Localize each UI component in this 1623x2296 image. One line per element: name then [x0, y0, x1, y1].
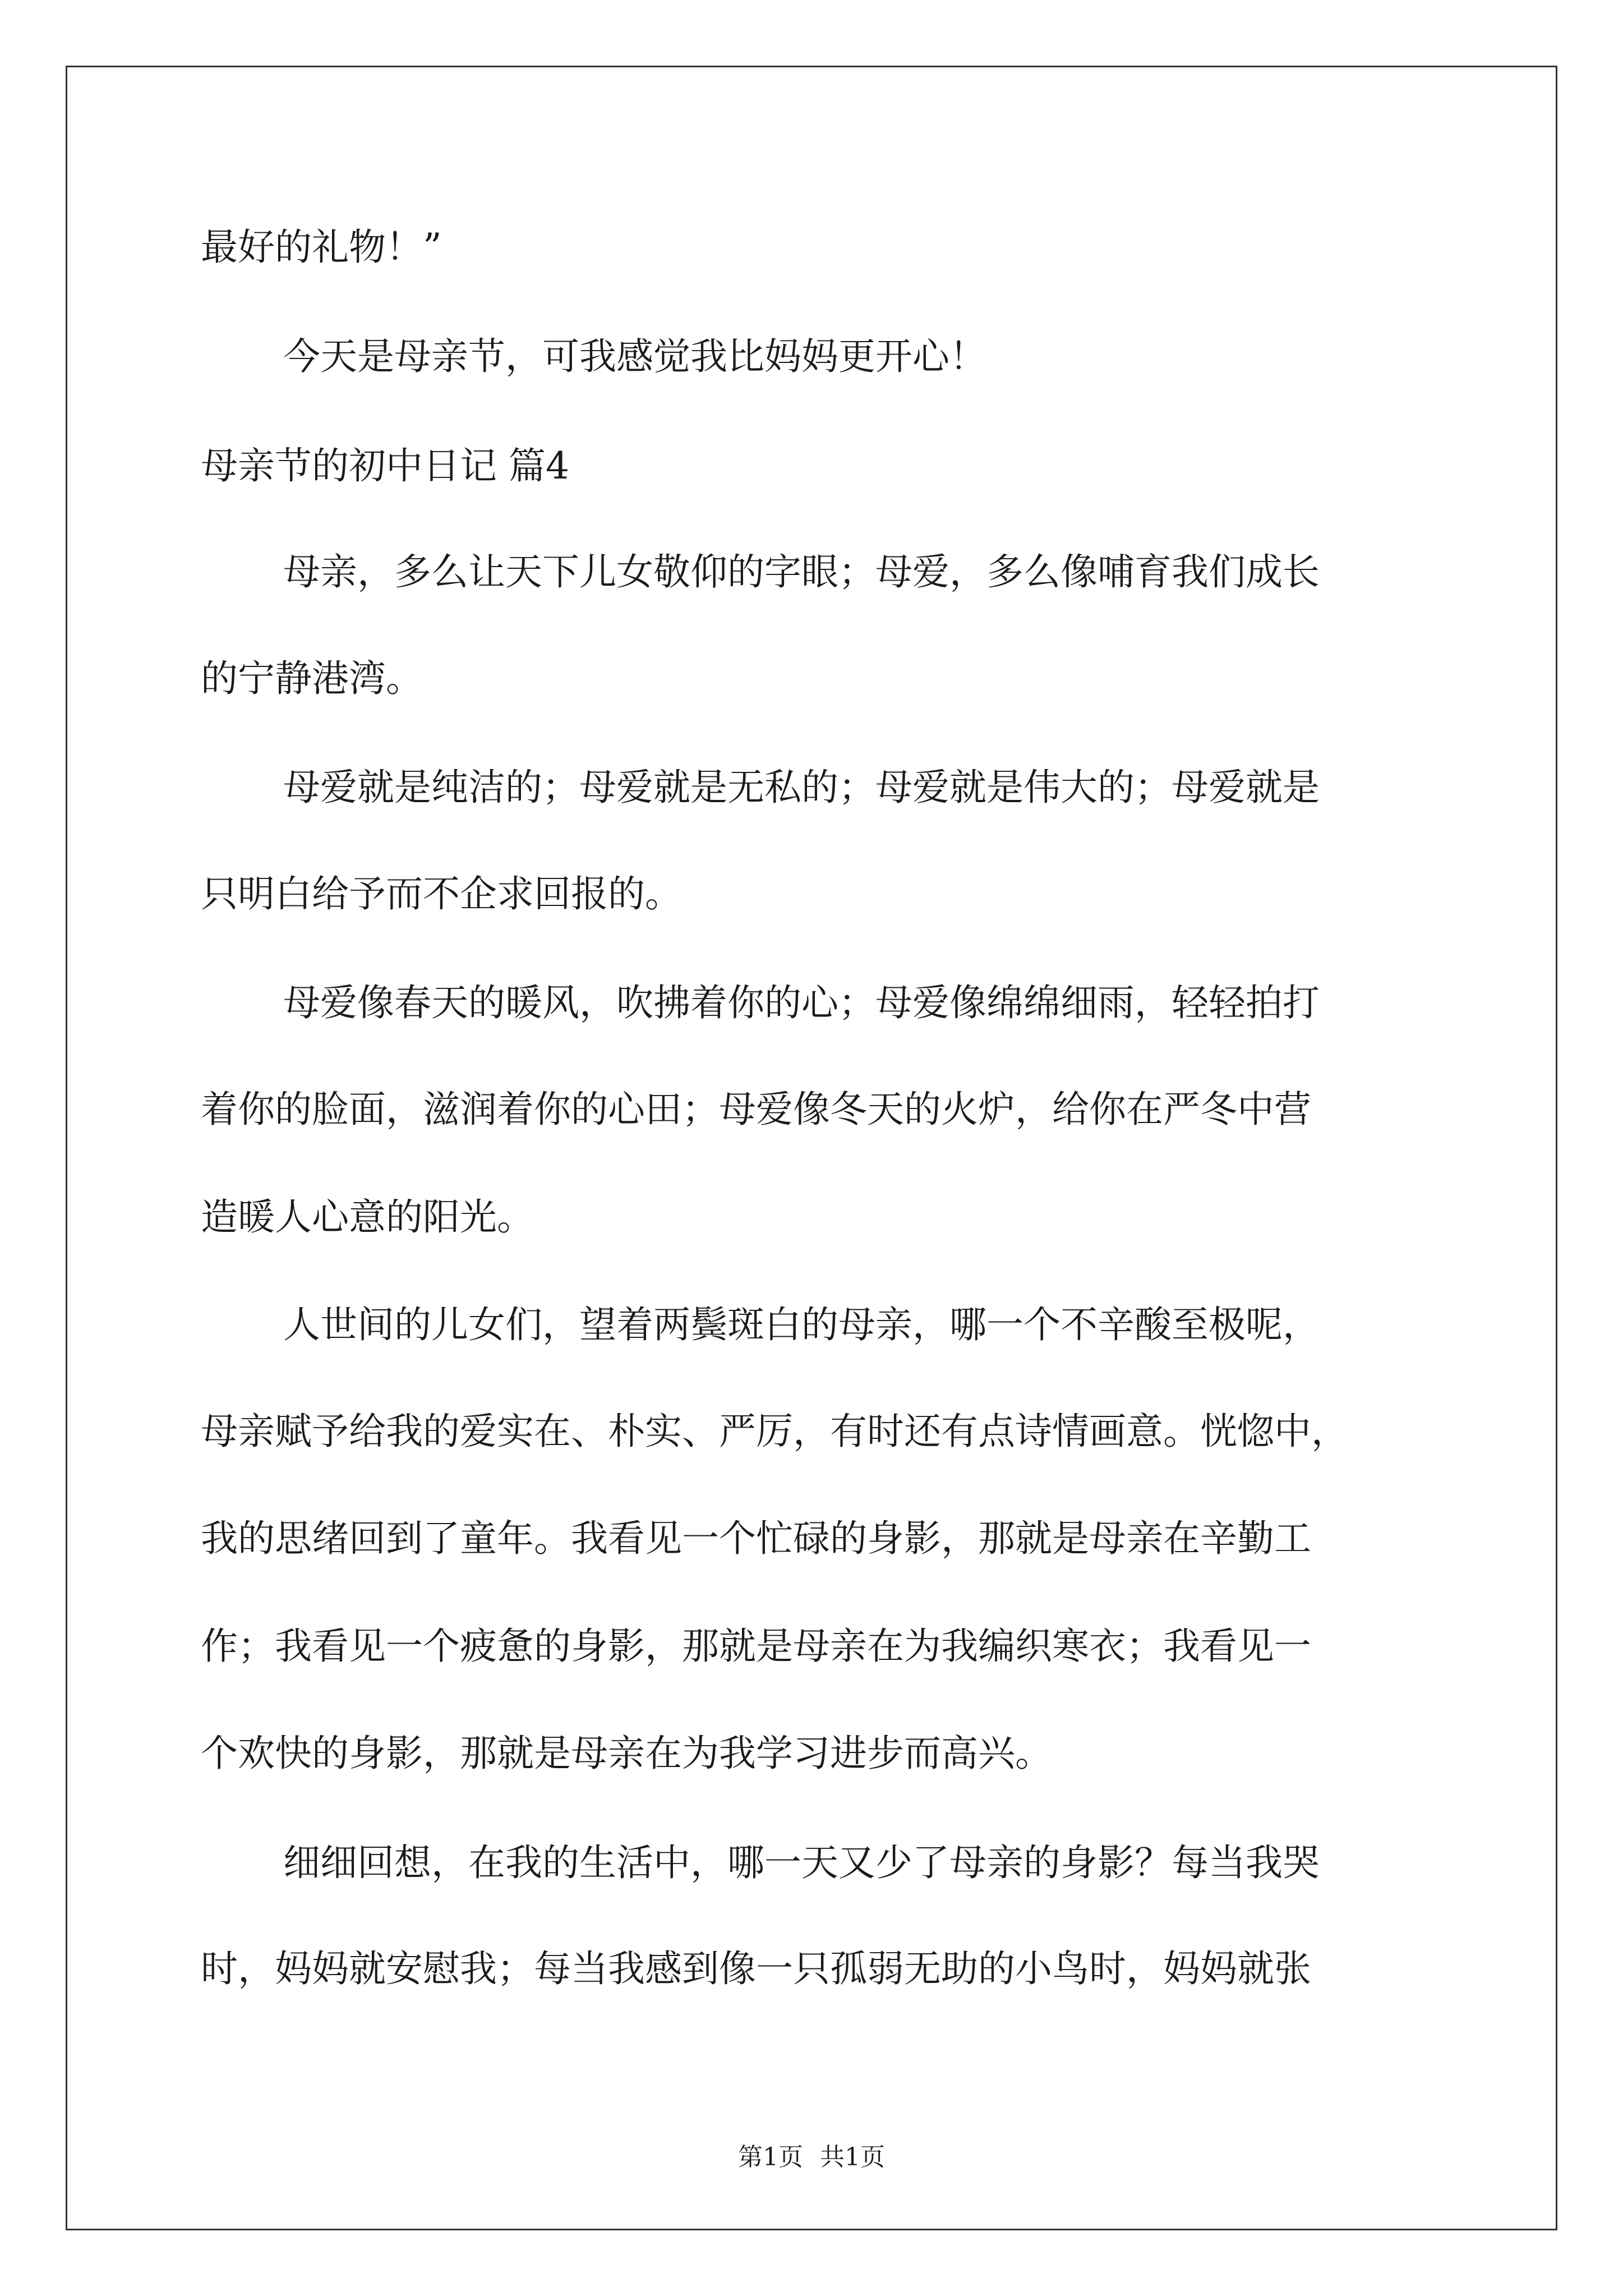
text-line: 我的思绪回到了童年。我看见一个忙碌的身影，那就是母亲在辛勤工	[201, 1517, 1311, 1560]
text-line: 最好的礼物！”	[201, 226, 442, 269]
text-line: 作；我看见一个疲惫的身影，那就是母亲在为我编织寒衣；我看见一	[201, 1625, 1311, 1668]
text-line: 人世间的儿女们，望着两鬓斑白的母亲，哪一个不辛酸至极呢，	[283, 1303, 1320, 1346]
page-footer	[0, 2141, 1623, 2174]
text-line: 母亲，多么让天下儿女敬仰的字眼；母爱，多么像哺育我们成长	[283, 550, 1320, 593]
page-number: 第1页	[738, 2143, 803, 2171]
text-line: 着你的脸面，滋润着你的心田；母爱像冬天的火炉，给你在严冬中营	[201, 1088, 1311, 1131]
text-line: 造暖人心意的阳光。	[201, 1195, 534, 1239]
text-line: 的宁静港湾。	[201, 657, 423, 700]
text-line: 母爱像春天的暖风，吹拂着你的心；母爱像绵绵细雨，轻轻拍打	[283, 981, 1320, 1024]
text-line: 母亲赋予给我的爱实在、朴实、严厉，有时还有点诗情画意。恍惚中，	[201, 1410, 1348, 1453]
section-heading: 母亲节的初中日记 篇4	[201, 444, 569, 487]
text-line: 细细回想，在我的生活中，哪一天又少了母亲的身影？每当我哭	[283, 1841, 1320, 1884]
page-total: 共1页	[820, 2143, 885, 2171]
text-line: 个欢快的身影，那就是母亲在为我学习进步而高兴。	[201, 1732, 1052, 1775]
text-line: 母爱就是纯洁的；母爱就是无私的；母爱就是伟大的；母爱就是	[283, 766, 1320, 809]
text-line: 只明白给予而不企求回报的。	[201, 872, 682, 915]
text-line: 时，妈妈就安慰我；每当我感到像一只孤弱无助的小鸟时，妈妈就张	[201, 1947, 1311, 1990]
page-border	[66, 66, 1557, 2230]
text-line: 今天是母亲节，可我感觉我比妈妈更开心！	[283, 335, 986, 378]
